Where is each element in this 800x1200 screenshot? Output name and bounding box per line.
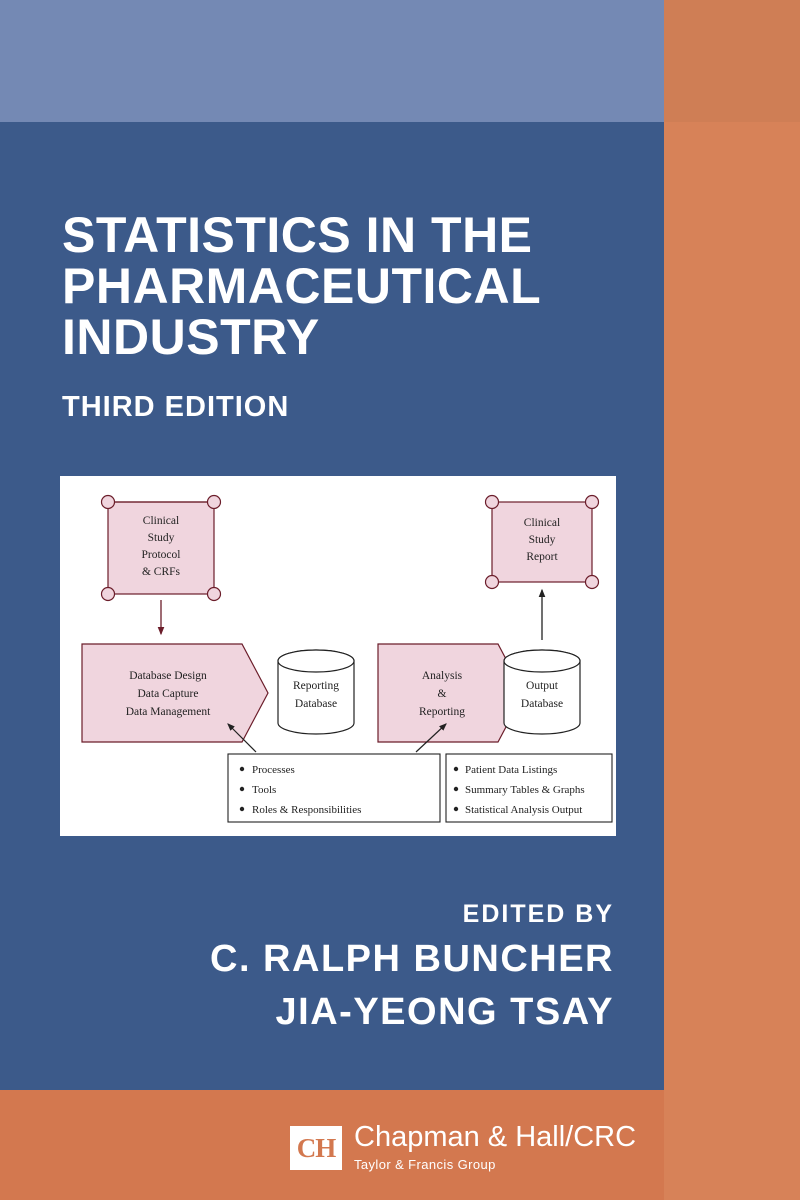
scroll-right-line-3: Report: [526, 551, 558, 563]
edited-by-label: EDITED BY: [462, 900, 614, 928]
title-line-2: PHARMACEUTICAL: [62, 258, 542, 314]
bullet-left-1: Processes: [252, 764, 295, 776]
editors-block: [44, 900, 614, 1035]
bullet-right-2: Summary Tables & Graphs: [465, 784, 585, 796]
publisher-name: Chapman & Hall/CRC: [354, 1121, 637, 1153]
scroll-left-line-3: Protocol: [141, 549, 181, 561]
chevron-right-line-1: Analysis: [421, 670, 463, 682]
cylinder-right-line-2: Database: [520, 698, 564, 710]
cylinder-output-database: [504, 650, 580, 734]
edition-label: THIRD EDITION: [62, 391, 290, 423]
title-line-3: INDUSTRY: [62, 309, 320, 365]
chevron-right-line-2: &: [437, 688, 447, 700]
cylinder-right-line-1: Output: [526, 680, 558, 692]
scroll-left-line-4: & CRFs: [141, 566, 181, 578]
scroll-left-line-2: Study: [147, 532, 175, 544]
publisher-group: Taylor & Francis Group: [354, 1157, 496, 1172]
scroll-clinical-protocol: [102, 496, 221, 601]
bullet-left-2: Tools: [252, 784, 277, 796]
editor-name-2: JIA-YEONG TSAY: [275, 990, 614, 1033]
page-title: [62, 207, 632, 365]
publisher-names: [354, 1123, 636, 1172]
publisher-logo: [290, 1123, 636, 1172]
chapman-hall-mark: CH: [290, 1126, 342, 1170]
editor-name-1: C. RALPH BUNCHER: [210, 938, 614, 980]
spine-top-band: [664, 0, 800, 122]
scroll-clinical-report: [486, 496, 599, 589]
cover-diagram: [60, 476, 616, 836]
top-band: [0, 0, 664, 122]
chevron-right-line-3: Reporting: [419, 706, 465, 718]
chevron-analysis-reporting: [378, 644, 524, 742]
scroll-right-line-2: Study: [528, 534, 556, 546]
chevron-left-line-1: Database Design: [129, 670, 207, 682]
title-block: [62, 207, 632, 424]
bullet-right-3: Statistical Analysis Output: [465, 804, 583, 816]
bullet-box-right: [446, 754, 612, 822]
bullet-box-left: [228, 754, 440, 822]
chevron-left-line-2: Data Capture: [137, 688, 199, 700]
cylinder-left-line-1: Reporting: [293, 680, 339, 692]
chevron-database-design: [82, 644, 268, 742]
scroll-right-line-1: Clinical: [523, 517, 561, 529]
cylinder-reporting-database: [278, 650, 354, 734]
title-line-1: STATISTICS IN THE: [62, 207, 533, 263]
chevron-left-line-3: Data Management: [125, 706, 211, 718]
bullet-right-1: Patient Data Listings: [465, 764, 558, 776]
bullet-left-3: Roles & Responsibilities: [252, 804, 362, 816]
scroll-left-line-1: Clinical: [142, 515, 180, 527]
spine-strip: [664, 0, 800, 1200]
cylinder-left-line-2: Database: [294, 698, 338, 710]
